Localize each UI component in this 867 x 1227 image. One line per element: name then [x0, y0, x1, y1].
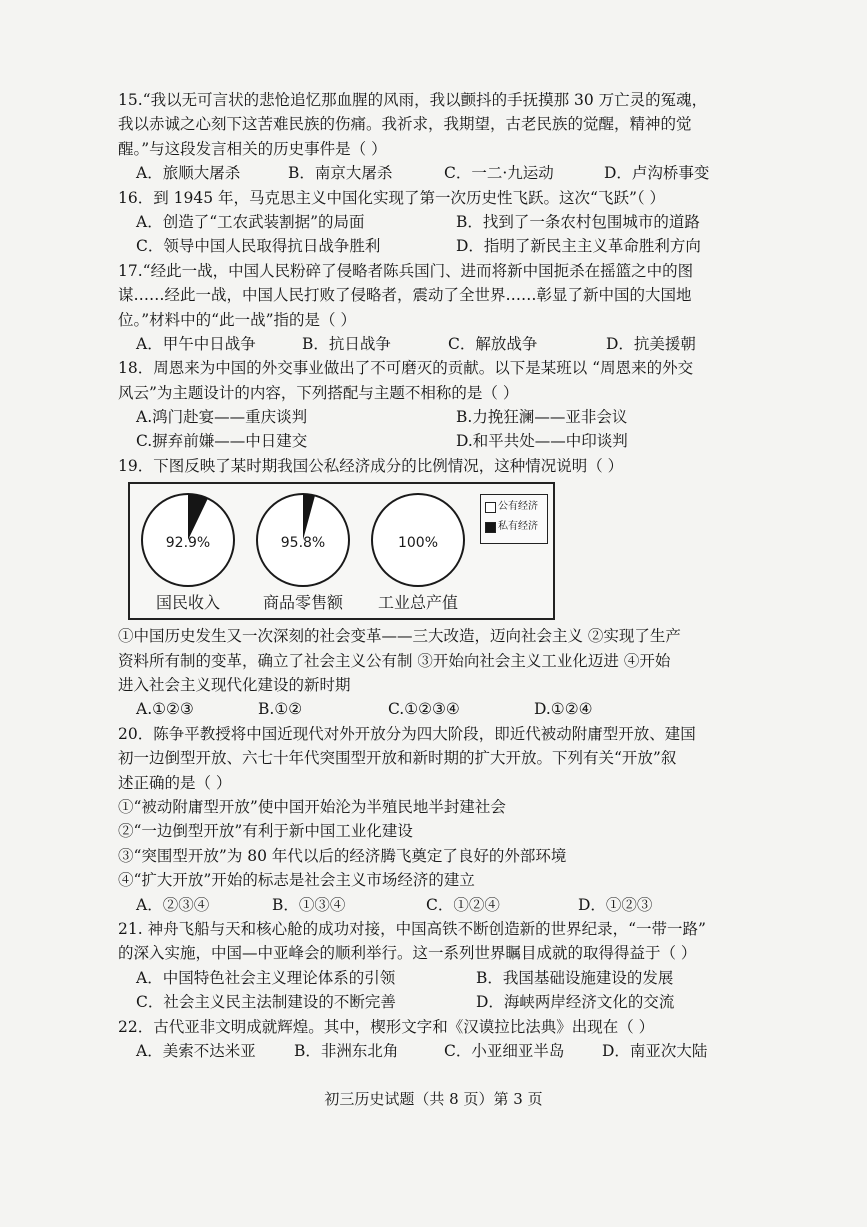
option-d: D.和平共处——中印谈判	[456, 432, 628, 451]
question-15	[118, 88, 758, 186]
options-row	[118, 332, 758, 356]
question-17	[118, 259, 758, 357]
option-a: A．美索不达米亚	[136, 1041, 256, 1060]
option-d: D．海峡两岸经济文化的交流	[476, 993, 675, 1012]
pie-value-label: 92.9%	[165, 535, 211, 552]
option-c: C．社会主义民主法制建设的不断完善	[136, 993, 396, 1012]
option-b: B．我国基础设施建设的发展	[476, 968, 674, 987]
option-b: B．找到了一条农村包围城市的道路	[456, 212, 700, 231]
question-text: 16．到 1945 年，马克思主义中国化实现了第一次历史性飞跃。这次“飞跃”（ ）	[118, 188, 666, 207]
page-footer: 初三历史试题（共 8 页）第 3 页	[324, 1090, 543, 1108]
options-row	[118, 161, 758, 185]
question-text: 18．周恩来为中国的外交事业做出了不可磨灭的贡献。以下是某班以 “周恩来的外交	[118, 359, 694, 378]
option-a: A．创造了“工农武装割据”的局面	[136, 212, 365, 231]
option-b: B.力挽狂澜——亚非会议	[456, 408, 628, 427]
option-c: C．①②④	[426, 895, 500, 914]
question-text: 21. 神舟飞船与天和核心舱的成功对接，中国高铁不断创造新的世界纪录，“一带一路”	[118, 919, 706, 938]
question-22	[118, 1015, 758, 1064]
question-text: 20．陈争平教授将中国近现代对外开放分为四大阶段，即近代被动附庸型开放、建国	[118, 724, 696, 743]
legend-swatch-private	[485, 522, 496, 533]
option-b: B.①②	[258, 700, 303, 719]
question-text: 19．下图反映了某时期我国公私经济成分的比例情况，这种情况说明（ ）	[118, 456, 624, 475]
pie-2	[257, 494, 349, 612]
question-text: 醒。”与这段发言相关的历史事件是（ ）	[118, 139, 387, 158]
option-b: B．南京大屠杀	[288, 164, 393, 183]
pie-category-label: 商品零售额	[262, 593, 344, 613]
option-a: A．中国特色社会主义理论体系的引领	[136, 968, 396, 987]
question-16	[118, 186, 758, 259]
option-d: D．卢沟桥事变	[604, 164, 710, 183]
legend-item-public	[485, 497, 543, 517]
options-row	[118, 429, 758, 453]
options-row	[118, 405, 758, 429]
option-a: A.鸿门赴宴——重庆谈判	[136, 408, 308, 427]
option-c: C．解放战争	[448, 334, 538, 353]
statement-text: ②“一边倒型开放”有利于新中国工业化建设	[118, 822, 413, 841]
option-a: A．②③④	[136, 895, 210, 914]
options-row	[118, 210, 758, 234]
option-a: A．旅顺大屠杀	[136, 164, 241, 183]
questions	[118, 88, 758, 1063]
option-c: C．小亚细亚半岛	[444, 1041, 565, 1060]
option-d: D．①②③	[578, 895, 653, 914]
option-b: B．非洲东北角	[294, 1041, 399, 1060]
option-c: C．一二·九运动	[444, 164, 554, 183]
pie-chart-figure	[128, 482, 555, 620]
option-b: B．①③④	[272, 895, 346, 914]
question-18	[118, 356, 758, 454]
question-text: 我以赤诚之心刻下这苦难民族的伤痛。我祈求，我期望，古老民族的觉醒，精神的觉	[118, 115, 692, 134]
option-d: D．指明了新民主主义革命胜利方向	[456, 237, 701, 256]
legend-item-private	[485, 517, 543, 537]
question-21	[118, 917, 758, 1015]
pie-value-label: 100%	[397, 535, 439, 552]
legend-label: 私有经济	[498, 521, 538, 533]
legend-label: 公有经济	[498, 501, 538, 513]
option-d: D．抗美援朝	[606, 334, 696, 353]
statement-text: 资料所有制的变革，确立了社会主义公有制 ③开始向社会主义工业化迈进 ④开始	[118, 651, 671, 670]
option-d: D．南亚次大陆	[602, 1041, 708, 1060]
question-text: 的深入实施，中国—中亚峰会的顺利举行。这一系列世界瞩目成就的取得得益于（ ）	[118, 944, 697, 963]
question-text: 22．古代亚非文明成就辉煌。其中，楔形文字和《汉谟拉比法典》出现在（ ）	[118, 1017, 655, 1036]
question-text: 初一边倒型开放、六七十年代突围型开放和新时期的扩大开放。下列有关“开放”叙	[118, 749, 677, 768]
question-19	[118, 454, 758, 722]
options-row	[118, 966, 758, 990]
pie-3	[372, 494, 464, 612]
options-row	[118, 697, 758, 721]
question-text: 谋……经此一战，中国人民打败了侵略者，震动了全世界……彰显了新中国的大国地	[118, 286, 692, 305]
options-row	[118, 893, 758, 917]
statement-text: ④“扩大开放”开始的标志是社会主义市场经济的建立	[118, 871, 475, 890]
option-b: B．抗日战争	[302, 334, 391, 353]
chart-legend	[480, 494, 548, 544]
question-20	[118, 722, 758, 917]
pie-category-label: 工业总产值	[377, 593, 459, 613]
options-row	[118, 1039, 758, 1063]
option-c: C．领导中国人民取得抗日战争胜利	[136, 237, 381, 256]
question-text: 位。”材料中的“此一战”指的是（ ）	[118, 310, 356, 329]
statement-text: ①中国历史发生又一次深刻的社会变革——三大改造，迈向社会主义 ②实现了生产	[118, 627, 681, 646]
option-a: A．甲午中日战争	[136, 334, 256, 353]
question-text: 17.“经此一战，中国人民粉碎了侵略者陈兵国门、进而将新中国扼杀在摇篮之中的图	[118, 261, 694, 280]
options-row	[118, 990, 758, 1014]
question-text: 述正确的是（ ）	[118, 773, 232, 792]
pie-value-label: 95.8%	[280, 535, 326, 552]
pie-1	[142, 494, 234, 612]
question-text: 15.“我以无可言状的悲怆追忆那血腥的风雨，我以颤抖的手抚摸那 30 万亡灵的冤魂，	[118, 91, 708, 109]
option-c: C.摒弃前嫌——中日建交	[136, 432, 308, 451]
statement-text: ①“被动附庸型开放”使中国开始沦为半殖民地半封建社会	[118, 797, 506, 816]
option-c: C.①②③④	[388, 700, 460, 719]
option-a: A.①②③	[136, 700, 194, 719]
legend-swatch-public	[485, 502, 496, 513]
statement-text: ③“突围型开放”为 80 年代以后的经济腾飞奠定了良好的外部环境	[118, 846, 567, 865]
statement-text: 进入社会主义现代化建设的新时期	[118, 676, 351, 695]
options-row	[118, 234, 758, 258]
option-d: D.①②④	[534, 700, 593, 719]
pie-category-label: 国民收入	[155, 593, 221, 613]
question-text: 风云”为主题设计的内容，下列搭配与主题不相称的是（ ）	[118, 383, 519, 402]
